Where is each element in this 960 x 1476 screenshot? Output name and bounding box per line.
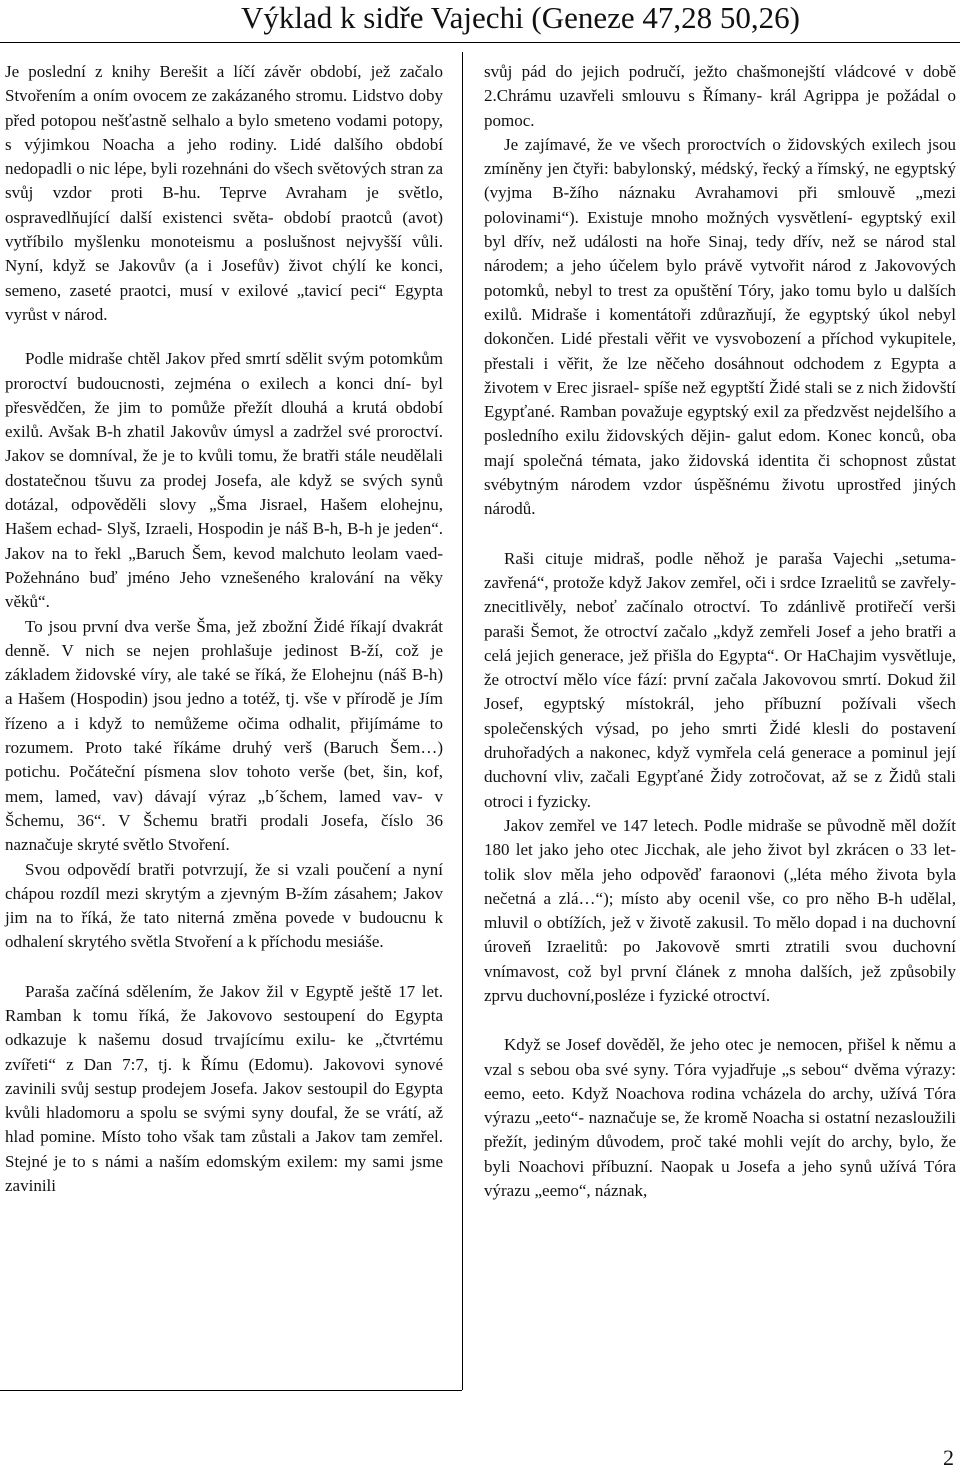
bottom-rule <box>0 1390 462 1391</box>
paragraph: To jsou první dva verše Šma, jež zbožní Židé říkají dvakrát denně. V nich se nejen prohlašuje jedinost B-ží, což je základem židovské víry, ale také se říká, že Elohejnu (náš B-h) a Hašem (Hospodin) jsou jedno a totéž, tj. vše v přírodě je Jím řízeno a i když to nemůžeme očima odhalit, přijímáme to rozumem. Proto také říkáme druhý verš (Baruch Šem…) potichu. Počáteční písmena slov tohoto verše (bet, šin, kof, mem, lamed, vav) dávají výraz „b´šchem, lamed vav- v Šchemu, 36“. V Šchemu bratři prodali Josefa, číslo 36 naznačuje skryté světlo Stvoření. <box>5 616 443 855</box>
paragraph: svůj pád do jejich područí, ježto chašmonejští vládcové v době 2.Chrámu uzavřeli smlouvu s Římany- král Agrippa je požádal o pomoc. <box>484 62 956 130</box>
paragraph: Paraša začíná sdělením, že Jakov žil v Egyptě ještě 17 let. Ramban k tomu říká, že Jakovovo sestoupení do Egypta odkazuje k našemu dosud trvajícímu exilu- ke „čtvrtému zvířeti“ z Dan 7:7, tj. k Římu (Edomu). Jakovovi synové zavinili svůj sestup prodejem Josefa. Jakov sestoupil do Egypta kvůli hladomoru a spolu se svými syny doufal, že se vrátí, až hlad pomine. Místo toho však tam zůstali a Jakov tam zemřel. Stejné je to s námi a naším edomským exilem: my sami jsme zavinili <box>5 981 443 1196</box>
page-number: 2 <box>943 1445 954 1470</box>
paragraph: Je poslední z knihy Berešit a líčí závěr období, jež začalo Stvořením a oním ovocem ze zakázaného stromu. Lidstvo doby před potopou nešťastně selhalo a bylo smeteno vodami potopy, s výjimkou Noacha a jeho rodiny. Lidé dalšího období nedopadli o nic lépe, byli rozehnáni do všech světových stran za svůj vzdor proti B-hu. Teprve Avraham je světlo, ospravedlňující další existenci světa- období praotců (avot) vytříbilo myšlenku monoteismu a poslušnost nejvyšší vůli. Nyní, když se Jakovův (a i Josefův) život chýlí ke konci, semeno, zaseté praotci, musí v exilové „tavicí peci“ Egypta vyrůst v národ. <box>5 62 443 324</box>
page-title: Výklad k sidře Vajechi (Geneze 47,28 50,26) <box>241 0 800 35</box>
paragraph: Jakov zemřel ve 147 letech. Podle midraše se původně měl dožít 180 let jako jeho otec Jicchak, ale jeho život byl zkrácen o 33 let- tolik slov měla jeho odpověď faraonovi („léta mého života byla nečetná a zlá…“); místo aby ocenil vše, co pro něho B-h udělal, mluvil o obtížích, jež v životě zakusil. To mělo dopad i na duchovní úroveň Izraelitů: po Jakovově smrti ztratili svou duchovní vnímavost, což byl první článek z mnoha dalších, jež způsobily zprvu duchovní,posléze i fyzické otroctví. <box>484 815 956 1005</box>
paragraph: Raši cituje midraš, podle něhož je paraša Vajechi „setuma- zavřená“, protože když Jakov zemřel, oči i srdce Izraelitů se zavřely- znecitlivěly, neboť začínalo otroctví. To zdánlivě protiřečí verši paraši Šemot, že otroctví začalo „když zemřeli Josef a jeho bratři a celá jejich generace, jež přišla do Egypta“. Or HaChajim vysvětluje, že otroctví mělo více fází: první začala Jakovovou smrtí. Dokud žil Josef, egyptský místokrál, jeho příbuzní požívali všech společenských výsad, po jeho smrti Židé klesli do postavení druhořadých a nakonec, když vymřela celá generace a pominul její duchovní vliv, začali Egypťané Židy zotročovat, až se z Židů stali otroci i fyzicky. <box>484 548 956 811</box>
paragraph: Když se Josef dověděl, že jeho otec je nemocen, přišel k němu a vzal s sebou oba své syny. Tóra vyjadřuje „s sebou“ dvěma výrazy: eemo, eeto. Když Noachova rodina vcházela do archy, užívá Tóra výrazu „eeto“- naznačuje se, že kromě Noacha si ostatní nezasloužili přežít, jediným důvodem, proč také mohli vejít do archy, bylo, že byli Noachovi příbuzní. Naopak u Josefa a jeho synů užívá Tóra výrazu „eemo“, náznak, <box>484 1035 956 1201</box>
right-column <box>484 60 956 1203</box>
paragraph: Je zajímavé, že ve všech proroctvích o židovských exilech jsou zmíněny jen čtyři: babylonský, médský, řecký a římský, ne egyptský (vyjma B-žího náznaku Avrahamovi při smlouvě „mezi polovinami“). Existuje mnoho možných vysvětlení- egyptský exil byl dřív, než události na hoře Sinaj, tedy dřív, než se národ stal národem; a jeho účelem bylo právě vytvořit národ z Jakovových potomků, nebyl to trest za opuštění Tóry, jako tomu bylo u dalších exilů. Midraše i komentátoři zdůrazňují, že egyptský úkol nebyl dokončen. Lidé přestali věřit ve vysvobození a příchod vykupitele, přestali i věřit, že lze něčeho dosáhnout odchodem z Egypta a životem v Erec jisrael- spíše než egyptští Židé stali se z nich židovští Egypťané. Ramban považuje egyptský exil za předzvěst nejdelšího a posledního exilu židovských dějin- galut edom. Konec konců, oba mají společná témata, jako židovská identita či schopnost zůstat svébytným národem vzdor úspěšnému životu uprostřed jiných národů. <box>484 134 956 519</box>
left-column <box>5 60 443 1198</box>
column-divider <box>462 52 463 1390</box>
header-rule <box>0 42 960 43</box>
paragraph: Svou odpovědí bratři potvrzují, že si vzali poučení a nyní chápou rozdíl mezi skrytým a zjevným B-žím zásahem; Jakov jim na to říká, že tato niterná změna povede v budoucnu k odhalení skrytého světla Stvoření a k příchodu mesiáše. <box>5 859 443 952</box>
paragraph: Podle midraše chtěl Jakov před smrtí sdělit svým potomkům proroctví budoucnosti, zejména o exilech a konci dní- byl přesvědčen, že jim to pomůže přežít dlouhá a krutá období exilů. Avšak B-h zhatil Jakovův úmysl a zadržel své proroctví. Jakov se domníval, že je to kvůli tomu, že bratři stále neudělali dostatečnou tšuvu za prodej Josefa, ale když se svých synů dotázal, odpověděli slovy „Šma Jisrael, Hašem elohejnu, Hašem echad- Slyš, Izraeli, Hospodin je náš B-h, B-h je jeden“. Jakov na to řekl „Baruch Šem, kevod malchuto leolam vaed- Požehnáno buď jméno Jeho vznešeného kralování na věky věků“. <box>5 349 443 612</box>
